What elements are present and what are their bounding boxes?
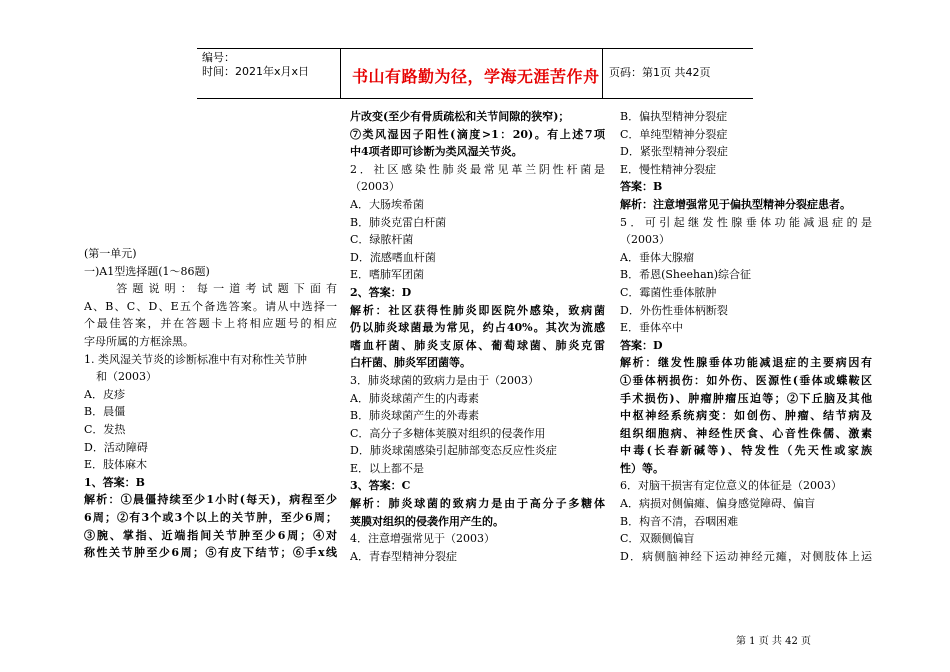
text-line: B．偏执型精神分裂症 bbox=[620, 110, 728, 123]
text-line: E．肢体麻木 bbox=[84, 458, 148, 472]
text-line: 荚膜对组织的侵袭作用产生的。 bbox=[350, 514, 504, 528]
text-line: D．外伤性垂体柄断裂 bbox=[620, 303, 728, 317]
header-slogan: 书山有路勤为径，学海无涯苦作舟 bbox=[352, 67, 600, 86]
text-line: A．大肠埃希菌 bbox=[350, 197, 424, 211]
text-line: E．以上都不是 bbox=[350, 461, 425, 475]
text-line: 6．对脑干损害有定位意义的体征是（2003） bbox=[620, 479, 842, 493]
date-label: 时间：2021年x月x日 bbox=[202, 65, 310, 78]
text-line: A．肺炎球菌产生的内毒素 bbox=[350, 391, 479, 405]
text-line: 中毒(长春新碱等)、特发性（先天性或家族 bbox=[620, 444, 872, 458]
text-line: B．肺炎克雷白杆菌 bbox=[350, 215, 447, 229]
text-line: E．垂体卒中 bbox=[620, 321, 684, 335]
text-line: 一)A1型选择题(1～86题) bbox=[84, 264, 210, 278]
text-line: 3．肺炎球菌的致病力是由于（2003） bbox=[350, 373, 539, 387]
text-line: 嗜血杆菌、肺炎支原体、葡萄球菌、肺炎克雷 bbox=[350, 338, 605, 352]
doc-number-label: 编号： bbox=[202, 51, 235, 64]
text-line: 3、答案：C bbox=[350, 479, 411, 493]
header-divider-right bbox=[602, 48, 603, 98]
text-line: 4．注意增强常见于（2003） bbox=[350, 532, 495, 546]
text-line: 称性关节肿至少6周；⑤有皮下结节；⑥手x线 bbox=[84, 546, 337, 560]
text-line: B．构音不清，吞咽困难 bbox=[620, 514, 739, 528]
text-line: D．活动障碍 bbox=[84, 440, 148, 454]
column-2 bbox=[350, 108, 605, 565]
text-line: 2．社区感染性肺炎最常见革兰阴性杆菌是 bbox=[350, 162, 605, 176]
text-line: 和（2003） bbox=[96, 370, 157, 384]
text-line: 中4项者即可诊断为类风湿关节炎。 bbox=[350, 145, 523, 159]
text-line: C．霉菌性垂体脓肿 bbox=[620, 285, 717, 299]
text-line: C．双颞侧偏盲 bbox=[620, 532, 695, 546]
text-line: D．病侧脑神经下运动神经元瘫，对侧肢体上运 bbox=[620, 549, 872, 563]
text-line: 6周；②有3个或3个以上的关节肿，至少6周； bbox=[84, 510, 337, 524]
text-line: A．病损对侧偏瘫、偏身感觉障碍、偏盲 bbox=[620, 497, 815, 511]
text-line: ①垂体柄损伤：如外伤、医源性(垂体或蝶鞍区 bbox=[620, 373, 872, 387]
text-line: 答案：B bbox=[620, 180, 663, 194]
text-line: A．皮疹 bbox=[84, 387, 125, 401]
text-line: C．绿脓杆菌 bbox=[350, 233, 414, 247]
text-line: 组织细胞病、神经性厌食、心音性侏儒、激素 bbox=[620, 426, 872, 440]
page-footer: 第 1 页 共 42 页 bbox=[736, 636, 811, 647]
text-line: B．肺炎球菌产生的外毒素 bbox=[350, 409, 480, 423]
text-line: （2003） bbox=[620, 233, 670, 247]
text-line: C．高分子多糖体荚膜对组织的侵袭作用 bbox=[350, 426, 546, 440]
text-line: 1、答案：B bbox=[84, 475, 145, 489]
text-line: 解析：社区获得性肺炎即医院外感染，致病菌 bbox=[350, 303, 605, 317]
text-line: 2、答案：D bbox=[350, 285, 412, 299]
column-3 bbox=[620, 108, 872, 565]
header-top-rule bbox=[197, 48, 753, 49]
text-line: C．发热 bbox=[84, 422, 126, 436]
text-line: 解析：①晨僵持续至少1小时(每天)，病程至少 bbox=[84, 493, 337, 507]
text-line: （2003） bbox=[350, 180, 400, 194]
text-line: 5．可引起继发性腺垂体功能减退症的是 bbox=[620, 215, 872, 229]
text-line: (第一单元) bbox=[84, 247, 137, 260]
text-line: 解析：继发性腺垂体功能减退症的主要病因有 bbox=[620, 356, 872, 370]
text-line: 白杆菌、肺炎军团菌等。 bbox=[350, 356, 471, 370]
text-line: A、B、C、D、E五个备选答案。请从中选择一 bbox=[84, 299, 337, 313]
text-line: D．流感嗜血杆菌 bbox=[350, 250, 436, 264]
text-line: 个最佳答案，并在答题卡上将相应题号的相应 bbox=[84, 317, 337, 331]
text-line: ⑦类风湿因子阳性(滴度>1：20)。有上述7项 bbox=[350, 127, 605, 141]
text-line: D．紧张型精神分裂症 bbox=[620, 145, 728, 159]
text-line: 1. 类风湿关节炎的诊断标准中有对称性关节肿 bbox=[84, 352, 307, 366]
text-line: 解析：肺炎球菌的致病力是由于高分子多糖体 bbox=[350, 497, 605, 511]
text-line: 片改变(至少有骨质疏松和关节间隙的狭窄)； bbox=[350, 110, 570, 123]
text-line: 仍以肺炎球菌最为常见，约占40%。其次为流感 bbox=[350, 321, 605, 335]
text-line: A．青春型精神分裂症 bbox=[350, 549, 457, 563]
text-line: B．希恩(Sheehan)综合征 bbox=[620, 268, 752, 282]
text-line: 答案：D bbox=[620, 338, 663, 352]
text-line: D．肺炎球菌感染引起肺部变态反应性炎症 bbox=[350, 444, 557, 458]
text-line: ③腕、掌指、近端指间关节肿至少6周；④对 bbox=[84, 528, 337, 542]
text-line: 中枢神经系统病变：如创伤、肿瘤、结节病及 bbox=[620, 409, 872, 423]
page-indicator: 页码：第1页 共42页 bbox=[609, 66, 711, 79]
text-line: A．垂体大腺瘤 bbox=[620, 250, 694, 264]
text-line: 字母所属的方框涂黑。 bbox=[84, 334, 194, 348]
column-1 bbox=[84, 245, 337, 562]
text-line: 性）等。 bbox=[620, 461, 664, 475]
text-line: C．单纯型精神分裂症 bbox=[620, 127, 728, 141]
text-line: 解析：注意增强常见于偏执型精神分裂症患者。 bbox=[620, 197, 851, 211]
text-line: 手术损伤)、肿瘤肿瘤压迫等；②下丘脑及其他 bbox=[620, 391, 872, 405]
text-line: E．慢性精神分裂症 bbox=[620, 162, 717, 176]
header-bottom-rule bbox=[197, 98, 753, 99]
header-divider-left bbox=[340, 48, 341, 98]
text-line: 答题说明：每一道考试题下面有 bbox=[84, 282, 337, 296]
text-line: E．嗜肺军团菌 bbox=[350, 268, 425, 282]
text-line: B．晨僵 bbox=[84, 405, 126, 419]
